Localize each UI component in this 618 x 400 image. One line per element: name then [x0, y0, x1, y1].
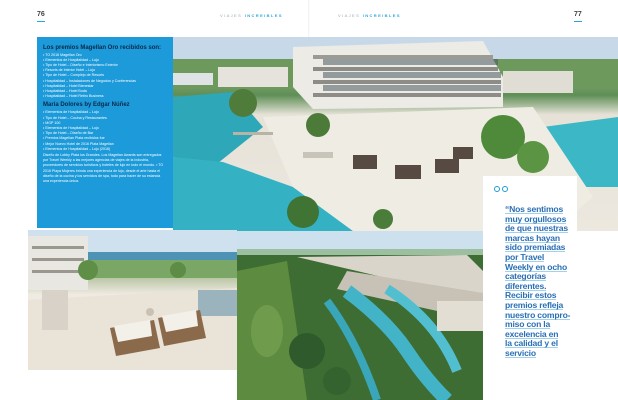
- awards-title: Los premios Magellan Oro recibidos son:: [43, 45, 162, 51]
- awards-list-item: • Hospitalidad – Instalaciones de Negocios y Conferencias: [43, 78, 136, 83]
- pull-quote-line: premios refleja: [505, 299, 564, 310]
- page-number-left: 76: [37, 11, 45, 18]
- terrace-illustration: [28, 230, 237, 370]
- page-number-right: 77: [574, 11, 582, 18]
- pull-quote-line: excelencia en: [505, 328, 559, 339]
- restaurant-awards-item: • Elementos de Hospitalidad – Lujo: [43, 125, 99, 130]
- awards-list-item: • Hospitalidad – Hotel Bienestar: [43, 83, 94, 88]
- pull-quote-line: Recibir estos: [505, 290, 557, 301]
- awards-list: [43, 53, 167, 100]
- quote-mark-icon: [494, 186, 571, 192]
- terrace-loungers-photo: [28, 230, 237, 370]
- pull-quote: [483, 176, 577, 360]
- pull-quote-line: diferentes.: [505, 280, 547, 291]
- pull-quote-line: servicio: [505, 347, 536, 358]
- awards-list-item: • Hospitalidad – Hotel Boda: [43, 88, 87, 93]
- pull-quote-line: miso con la: [505, 319, 551, 330]
- page-number-underline-right: [574, 21, 582, 22]
- awards-list-item: • Resorts de Interior Hotel – Lujo: [43, 68, 95, 73]
- pull-quote-line: marcas hayan: [505, 232, 560, 243]
- restaurant-awards-item: • Tipo de Hotel – Diseño de Bar: [43, 131, 94, 136]
- restaurant-awards-item: • Mejor Nuevo Hotel de 2016 Plata Magellan: [43, 141, 114, 146]
- running-head-left-brand: INCREIBLES: [244, 13, 283, 18]
- awards-description: Diseño de Lobby Plata los Grandes. Los Magellan Awards son entregados por Travel Weekly a las mejores agencias de viajes de la industria, proveedores de servicios turísticos y hoteles de lujo en todo el mundo. • TO 2016 Playa Mujeres brinda una experiencia de lujo, desde el arte hasta el diseño de la cocina y los servicios de spa, todo para hacer de su estancia una experiencia única.: [43, 152, 164, 183]
- awards-info-box: [37, 37, 173, 228]
- restaurant-awards-subtitle: María Dolores by Edgar Núñez: [43, 102, 130, 109]
- pull-quote-line: muy orgullosos: [505, 213, 567, 224]
- awards-list-item: • Hospitalidad – Hotel Retiro Business: [43, 94, 104, 99]
- pull-quote-line: Weekly en ocho: [505, 261, 567, 272]
- pull-quote-line: de que nuestras: [505, 223, 568, 234]
- awards-list-item: • Tipo de Hotel – Complejo de Resorts: [43, 73, 104, 78]
- restaurant-awards-item: • MGP 100: [43, 120, 61, 125]
- aerial-resort-golf-photo: [237, 231, 483, 400]
- restaurant-awards-item: • Tipo de Hotel – Cocina y Restaurantes: [43, 115, 107, 120]
- page-number-underline-left: [37, 21, 45, 22]
- running-head-right-prefix: VIAJES: [338, 13, 361, 18]
- restaurant-awards-item: • Elementos de Hospitalidad – Lujo: [43, 110, 99, 115]
- pull-quote-line: la calidad y el: [505, 338, 558, 349]
- awards-list-item: • Tipo de Hotel – Diseño e Interiorismo Exterior: [43, 62, 118, 67]
- pull-quote-line: por Travel: [505, 251, 545, 262]
- awards-list-item: • TO 2016 Magellan Oro: [43, 52, 82, 57]
- aerial-illustration: [237, 231, 483, 400]
- running-head-right: [338, 13, 401, 18]
- running-head-left: [220, 13, 283, 18]
- restaurant-awards-list: [43, 110, 167, 152]
- pull-quote-line: sido premiadas: [505, 242, 566, 253]
- restaurant-awards-item: • Premios Magellan Plata recibidos fue: [43, 136, 105, 141]
- running-head-left-prefix: VIAJES: [220, 13, 243, 18]
- pull-quote-line: categorías: [505, 271, 546, 282]
- awards-list-item: • Elementos de Hospitalidad – Lujo: [43, 57, 99, 62]
- pull-quote-text: [505, 205, 571, 359]
- restaurant-awards-item: • Elementos de Hospitalidad – Lujo (2016): [43, 146, 111, 151]
- running-head-right-brand: INCREIBLES: [362, 13, 401, 18]
- pull-quote-line: “Nos sentimos: [505, 204, 564, 214]
- pull-quote-line: nuestro compro-: [505, 309, 571, 320]
